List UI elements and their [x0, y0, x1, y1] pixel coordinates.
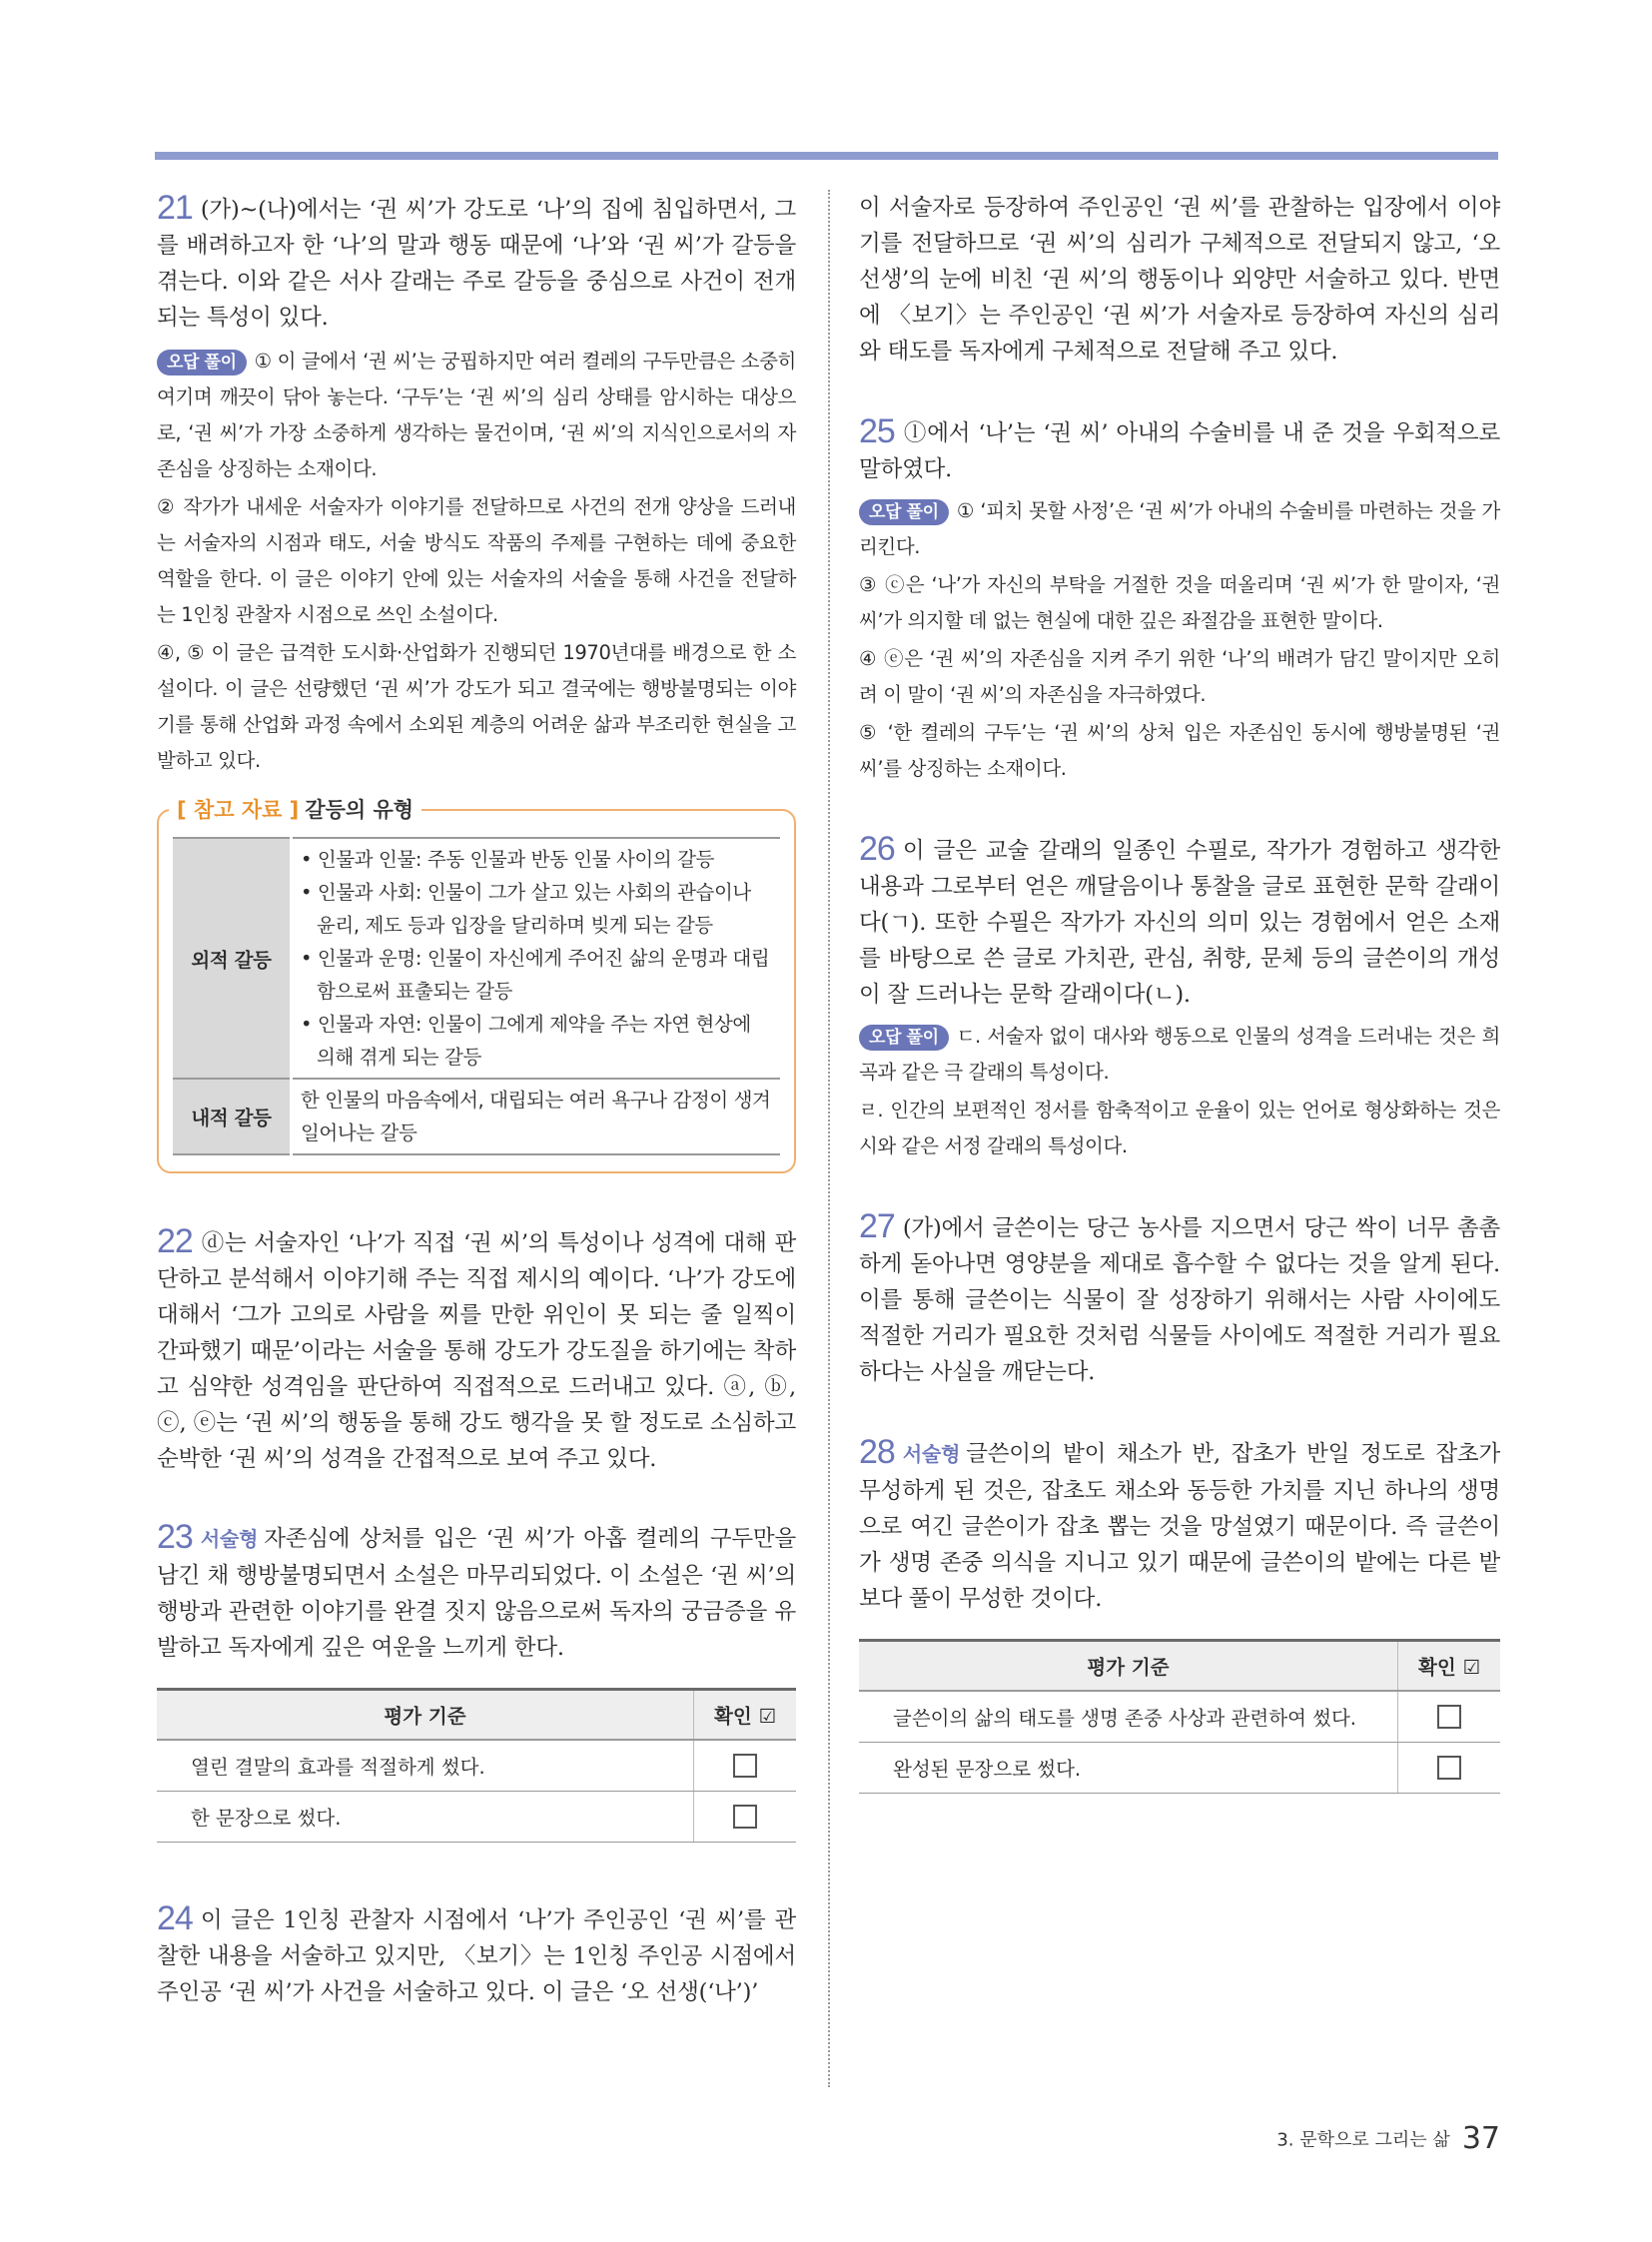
table-row [859, 1743, 1500, 1794]
evaluation-table-23 [157, 1688, 796, 1843]
question-number: 25 [859, 412, 895, 450]
external-conflict-list [301, 843, 772, 1074]
answer-text: 자존심에 상처를 입은 ‘권 씨’가 아홉 켤레의 구두만을 남긴 채 행방불명되면서 소설은 마무리되었다. 이 소설은 ‘권 씨’의 행방과 관련한 이야기를 완결 짓지 않음으로써 독자의 궁금증을 유발하고 독자에게 깊은 여운을 느끼게 한다. [157, 1526, 796, 1661]
answer-text: 글쓴이의 밭이 채소가 반, 잡초가 반일 정도로 잡초가 무성하게 된 것은, 잡초도 채소와 동등한 가치를 지닌 하나의 생명으로 여긴 글쓴이가 잡초 뽑는 것을 망설였기 때문이다. 즉 글쓴이가 생명 존중 의식을 지니고 있기 때문에 글쓴이의 밭에는 다른 밭보다 풀이 무성한 것이다. [859, 1441, 1500, 1612]
answer-23 [157, 1519, 796, 1666]
explanation-21-1 [157, 344, 796, 487]
reference-box [157, 798, 796, 1173]
list-item: • 인물과 사회: 인물이 그가 살고 있는 사회의 관습이나 윤리, 제도 등과 입장을 달리하며 빚게 되는 갈등 [301, 881, 751, 937]
page-footer [1276, 2121, 1500, 2156]
explanation-25-4: ⑤ ‘한 켤레의 구두’는 ‘권 씨’의 상처 입은 자존심인 동시에 행방불명된 ‘권 씨’를 상징하는 소재이다. [859, 721, 1500, 780]
answer-26 [859, 831, 1500, 1013]
table-row [173, 838, 780, 1079]
check-header: 확인 ☑ [694, 1690, 797, 1741]
list-item: • 인물과 운명: 인물이 자신에게 주어진 삶의 운명과 대립함으로써 표출되는 갈등 [301, 947, 770, 1003]
right-column [859, 190, 1500, 1794]
reference-bracket: [ 참고 자료 ] [177, 798, 300, 822]
wrong-answer-badge: 오답 풀이 [859, 499, 949, 525]
answer-text: 이 글은 1인칭 관찰자 시점에서 ‘나’가 주인공인 ‘권 씨’를 관찰한 내용을 서술하고 있지만, 〈보기〉는 1인칭 주인공 시점에서 주인공 ‘권 씨’가 사건을 서술하고 있다. 이 글은 ‘오 선생(‘나’)’ [157, 1907, 796, 2005]
check-cell [694, 1792, 797, 1843]
table-header-row [157, 1690, 796, 1741]
explanation-26-1 [859, 1019, 1500, 1091]
table-row [157, 1792, 796, 1843]
question-number: 27 [859, 1207, 895, 1245]
answer-22 [157, 1223, 796, 1477]
explanation-25-2: ③ ⓒ은 ‘나’가 자신의 부탁을 거절한 것을 떠올리며 ‘권 씨’가 한 말이자, ‘권 씨’가 의지할 데 없는 현실에 대한 깊은 좌절감을 표현한 말이다. [859, 573, 1500, 632]
top-rule [155, 152, 1498, 160]
checkbox-icon[interactable] [1437, 1705, 1461, 1729]
check-header: 확인 ☑ [1398, 1641, 1501, 1692]
essay-tag: 서술형 [200, 1529, 259, 1551]
question-28 [859, 1434, 1500, 1794]
question-24 [157, 1900, 796, 2010]
essay-tag: 서술형 [902, 1444, 961, 1466]
answer-text: (가)~(나)에서는 ‘권 씨’가 강도로 ‘나’의 집에 침입하면서, 그를 배려하고자 한 ‘나’의 말과 행동 때문에 ‘나’와 ‘권 씨’가 갈등을 겪는다. 이와 같은 서사 갈래는 주로 갈등을 중심으로 사건이 전개되는 특성이 있다. [157, 197, 796, 331]
external-conflict-cell [292, 838, 781, 1079]
question-25 [859, 413, 1500, 787]
question-number: 24 [157, 1899, 193, 1937]
question-number: 22 [157, 1222, 193, 1260]
table-row [859, 1691, 1500, 1743]
answer-text: ⓛ에서 ‘나’는 ‘권 씨’ 아내의 수술비를 내 준 것을 우회적으로 말하였다. [859, 420, 1500, 482]
evaluation-table-28 [859, 1639, 1500, 1794]
answer-27 [859, 1208, 1500, 1390]
check-cell [694, 1740, 797, 1792]
check-cell [1398, 1691, 1501, 1743]
list-item: • 인물과 인물: 주동 인물과 반동 인물 사이의 갈등 [301, 848, 714, 871]
table-row [157, 1740, 796, 1792]
explanation-text: ① ‘피치 못할 사정’은 ‘권 씨’가 아내의 수술비를 마련하는 것을 가리킨다. [859, 499, 1500, 558]
explanation-text: ① 이 글에서 ‘권 씨’는 궁핍하지만 여러 켤레의 구두만큼은 소중히 여기며 깨끗이 닦아 놓는다. ‘구두’는 ‘권 씨’의 심리 상태를 암시하는 대상으로, ‘권 씨’가 가장 소중하게 생각하는 물건이며, ‘권 씨’의 지식인으로서의 자존심을 상징하는 소재이다. [157, 350, 796, 480]
question-21 [157, 190, 796, 1173]
answer-24 [157, 1900, 796, 2010]
explanation-25-3: ④ ⓔ은 ‘권 씨’의 자존심을 지켜 주기 위한 ‘나’의 배려가 담긴 말이지만 오히려 이 말이 ‘권 씨’의 자존심을 자극하였다. [859, 647, 1500, 706]
table-header-row [859, 1641, 1500, 1692]
criterion: 열린 결말의 효과를 적절하게 썼다. [157, 1740, 694, 1792]
question-number: 28 [859, 1433, 895, 1471]
wrong-answer-badge: 오답 풀이 [859, 1025, 949, 1051]
criterion: 한 문장으로 썼다. [157, 1792, 694, 1843]
explanation-21-2: ② 작가가 내세운 서술자가 이야기를 전달하므로 사건의 전개 양상을 드러내는 서술자의 시점과 태도, 서술 방식도 작품의 주제를 구현하는 데에 중요한 역할을 한다. 이 글은 이야기 안에 있는 서술자의 서술을 통해 사건을 전달하는 1인칭 관찰자 시점으로 쓰인 소설이다. [157, 495, 796, 626]
criterion: 완성된 문장으로 썼다. [859, 1743, 1398, 1794]
page-number: 37 [1461, 2121, 1500, 2156]
table-row [173, 1079, 780, 1154]
answer-text: ⓓ는 서술자인 ‘나’가 직접 ‘권 씨’의 특성이나 성격에 대해 판단하고 분석해서 이야기해 주는 직접 제시의 예이다. ‘나’가 강도에 대해서 ‘그가 고의로 사람을 찌를 만한 위인이 못 되는 줄 일찍이 간파했기 때문’이라는 서술을 통해 강도가 강도질을 하기에는 착하고 심약한 성격임을 판단하여 직접적으로 드러내고 있다. ⓐ, ⓑ, ⓒ, ⓔ는 ‘권 씨’의 행동을 통해 강도 행각을 못 할 정도로 소심하고 순박한 ‘권 씨’의 성격을 간접적으로 보여 주고 있다. [157, 1230, 796, 1472]
external-conflict-label: 외적 갈등 [173, 838, 292, 1079]
checkbox-icon[interactable] [1437, 1756, 1461, 1780]
internal-conflict-text: 한 인물의 마음속에서, 대립되는 여러 욕구나 감정이 생겨 일어나는 갈등 [292, 1079, 781, 1154]
chapter-title: 3. 문학으로 그리는 삶 [1276, 2129, 1450, 2151]
list-item: • 인물과 자연: 인물이 그에게 제약을 주는 자연 현상에 의해 겪게 되는 갈등 [301, 1013, 751, 1069]
answer-text: (가)에서 글쓴이는 당근 농사를 지으면서 당근 싹이 너무 촘촘하게 돋아나면 영양분을 제대로 흡수할 수 없다는 것을 알게 된다. 이를 통해 글쓴이는 식물이 잘 성장하기 위해서는 사람 사이에도 적절한 거리가 필요한 것처럼 식물들 사이에도 적절한 거리가 필요하다는 사실을 깨닫는다. [859, 1215, 1500, 1385]
question-number: 23 [157, 1518, 193, 1556]
question-27 [859, 1208, 1500, 1390]
question-23 [157, 1519, 796, 1843]
explanation-21-3: ④, ⑤ 이 글은 급격한 도시화·산업화가 진행되던 1970년대를 배경으로 한 소설이다. 이 글은 선량했던 ‘권 씨’가 강도가 되고 결국에는 행방불명되는 이야기를 통해 산업화 과정 속에서 소외된 계층의 어려운 삶과 부조리한 현실을 고발하고 있다. [157, 641, 796, 772]
checkbox-icon[interactable] [733, 1805, 757, 1829]
answer-25 [859, 413, 1500, 487]
criterion: 글쓴이의 삶의 태도를 생명 존중 사상과 관련하여 썼다. [859, 1691, 1398, 1743]
question-number: 21 [157, 189, 193, 227]
explanation-26-2: ㄹ. 인간의 보편적인 정서를 함축적이고 운율이 있는 언어로 형상화하는 것은 시와 같은 서정 갈래의 특성이다. [859, 1099, 1500, 1157]
question-number: 26 [859, 830, 895, 868]
question-26 [859, 831, 1500, 1164]
check-cell [1398, 1743, 1501, 1794]
reference-title [169, 794, 421, 824]
checkbox-icon[interactable] [733, 1754, 757, 1778]
question-22 [157, 1223, 796, 1477]
explanation-25-1 [859, 493, 1500, 565]
answer-28 [859, 1434, 1500, 1617]
explanation-text: ㄷ. 서술자 없이 대사와 행동으로 인물의 성격을 드러내는 것은 희곡과 같은 극 갈래의 특성이다. [859, 1025, 1500, 1084]
criteria-header: 평가 기준 [157, 1690, 694, 1741]
answer-24-continued: 이 서술자로 등장하여 주인공인 ‘권 씨’를 관찰하는 입장에서 이야기를 전달하므로 ‘권 씨’의 심리가 구체적으로 전달되지 않고, ‘오 선생’의 눈에 비친 ‘권 씨’의 행동이나 외양만 서술하고 있다. 반면에 〈보기〉는 주인공인 ‘권 씨’가 서술자로 등장하여 자신의 심리와 태도를 독자에게 구체적으로 전달해 주고 있다. [859, 195, 1500, 365]
left-column [157, 190, 796, 2010]
conflict-types-table [173, 837, 780, 1155]
reference-heading: 갈등의 유형 [305, 798, 414, 822]
internal-conflict-label: 내적 갈등 [173, 1079, 292, 1154]
answer-21 [157, 190, 796, 336]
criteria-header: 평가 기준 [859, 1641, 1398, 1692]
column-divider [828, 190, 830, 2087]
wrong-answer-badge: 오답 풀이 [157, 350, 247, 375]
answer-text: 이 글은 교술 갈래의 일종인 수필로, 작가가 경험하고 생각한 내용과 그로부터 얻은 깨달음이나 통찰을 글로 표현한 문학 갈래이다(ㄱ). 또한 수필은 작가가 자신의 의미 있는 경험에서 얻은 소재를 바탕으로 쓴 글로 가치관, 관심, 취향, 문체 등의 글쓴이의 개성이 잘 드러나는 문학 갈래이다(ㄴ). [859, 838, 1500, 1008]
